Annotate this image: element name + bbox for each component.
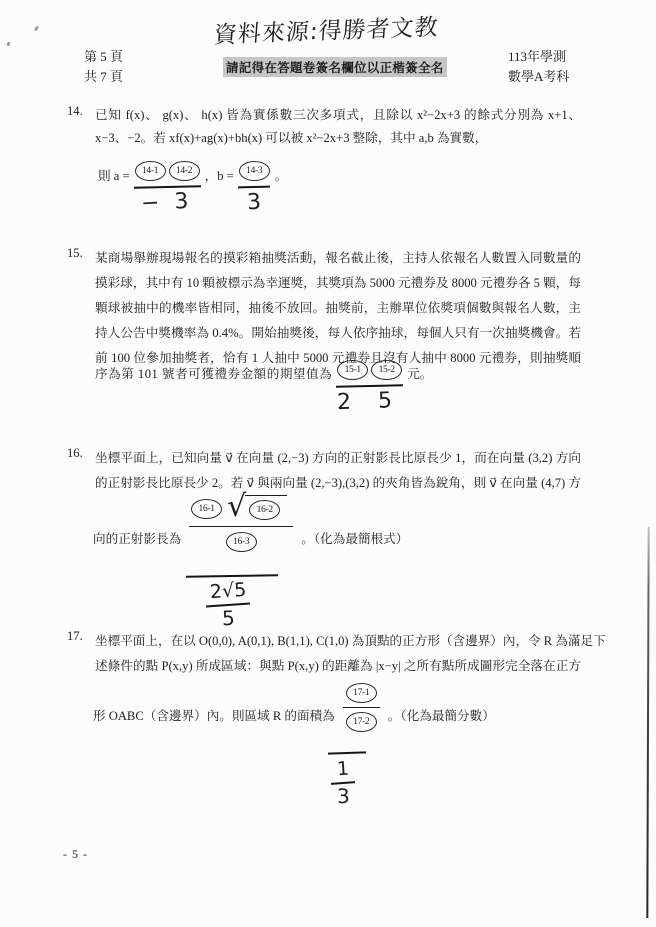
handwritten-denominator: 5 (221, 605, 235, 631)
answer-prefix: 向的正射影長為 (93, 532, 182, 546)
answer-suffix: 元。 (407, 367, 433, 381)
page-number-info (84, 47, 123, 87)
handwritten-numerator: 1 (336, 757, 350, 781)
radicand (245, 495, 287, 520)
question-15-body (95, 246, 581, 371)
page-number-line: 第 5 頁 (84, 49, 124, 64)
answer-blank-circle: 17-1 (346, 683, 377, 703)
question-16-number: 16. (67, 446, 83, 460)
question-15-number: 15. (67, 246, 83, 260)
question-17 (67, 629, 606, 679)
answer-prefix: 形 OABC（含邊界）內。則區域 R 的面積為 (93, 709, 335, 723)
answer-blank-circle: 14-1 (135, 161, 166, 181)
answer-blank-circle: 16-2 (249, 500, 280, 520)
handwritten-answer: 3 (246, 189, 262, 216)
answer-blank-circle: 14-3 (239, 161, 270, 181)
fraction-blank (343, 683, 380, 732)
question-16 (67, 446, 581, 496)
answer-blank-circles (337, 360, 402, 380)
question-text-line: x−3、−2。若 xf(x)+ag(x)+bh(x) 可以被 x²−2x+3 整除，其中 a,b 為實數， (95, 131, 488, 145)
fraction-blank (189, 488, 293, 552)
answer-blank-circle: 16-1 (191, 499, 222, 519)
scan-artifact-speck (34, 26, 39, 32)
signature-reminder: 請記得在答題卷簽名欄位以正楷簽全名 (223, 57, 447, 77)
question-text-line: 已知 f(x)、 g(x)、 h(x) 皆為實係數三次多項式，且除以 x²−2x+3 的餘式分別為 x+1、 (95, 108, 581, 122)
fraction-numerator (343, 683, 380, 708)
question-text-line: 前 100 位參加抽獎者，恰有 1 人抽中 5000 元禮券且沒有人抽中 8000 元禮券，則抽獎順 (95, 351, 581, 365)
question-14-answer-row (98, 161, 288, 217)
question-text-line: 持人公告中獎機率為 0.4%。開始抽獎後，每人依序抽球，每個人只有一次抽獎機會。若 (95, 326, 581, 340)
handwritten-answer-fraction (206, 578, 250, 631)
answer-blank-a (135, 161, 200, 217)
answer-underline (238, 186, 270, 189)
exam-info (508, 47, 569, 87)
answer-blank-circles (135, 161, 200, 181)
answer-prefix: 則 a = (98, 169, 130, 183)
question-text-line: 的正射影長比原長少 2。若 v⃗ 與兩向量 (2,−3),(3,2) 的夾角皆為銳角，則 v⃗ 在向量 (4,7) 方 (95, 476, 581, 490)
question-16-body (95, 446, 581, 496)
scan-artifact-speck (6, 42, 10, 47)
handwritten-numerator: 2√5 (209, 578, 247, 604)
handwritten-denominator: 3 (336, 783, 350, 809)
answer-suffix: 。（化為最簡根式） (301, 532, 409, 546)
question-15-answer-row (95, 360, 433, 416)
question-14-number: 14. (67, 104, 83, 118)
question-text-line: 摸彩球，其中有 10 顆被標示為幸運獎，其獎項為 5000 元禮券及 8000 元禮券各 5 顆，每 (95, 276, 581, 290)
answer-suffix: 。（化為最簡分數） (387, 709, 495, 723)
question-text-line: 坐標平面上，在以 O(0,0), A(0,1), B(1,1), C(1,0) 為頂點的正方形（含邊界）內，令 R 為滿足下 (95, 634, 606, 648)
answer-blank-circle: 15-2 (371, 360, 402, 380)
handwritten-answer: − 3 (140, 188, 194, 217)
handwritten-underline (186, 574, 278, 578)
answer-blank-b (239, 161, 270, 214)
question-16-answer-row (93, 488, 409, 552)
question-text-line: 顆球被抽中的機率皆相同，抽後不放回。抽獎前，主辦單位依獎項個數與報名人數，主 (95, 301, 581, 315)
question-15 (67, 246, 581, 371)
exam-subject-label: 數學A考科 (508, 69, 570, 84)
page-total-line: 共 7 頁 (84, 69, 124, 84)
question-17-number: 17. (67, 629, 83, 643)
radical-sign-icon: √ (227, 488, 247, 524)
handwritten-answer: 2 5 (336, 388, 403, 416)
answer-suffix: 。 (274, 169, 288, 183)
question-text-line: 坐標平面上，已知向量 v⃗ 在向量 (2,−3) 方向的正射影長比原長少 1，而在向量 (3,2) 方向 (95, 451, 581, 465)
fraction-numerator (189, 488, 293, 527)
question-14 (67, 104, 581, 150)
question-text-line: 述條件的點 P(x,y) 所成區域：與點 P(x,y) 的距離為 |x−y| 之所有點所成圖形完全落在正方 (95, 659, 581, 673)
question-17-answer-row (93, 683, 495, 732)
scan-artifact-line (646, 527, 649, 918)
answer-blank-circles (239, 161, 270, 181)
page-footer-number: - 5 - (63, 847, 88, 861)
answer-blank-circle: 17-2 (346, 712, 377, 732)
question-17-body (95, 629, 606, 679)
answer-prefix: 序為第 101 號者可獲禮券金額的期望值為 (95, 367, 333, 381)
answer-blank (336, 360, 403, 416)
answer-mid-text: ，b = (204, 169, 234, 183)
handwritten-underline (328, 751, 366, 755)
answer-blank-circle: 15-1 (337, 360, 368, 380)
handwritten-source-note: 資料來源:得勝者文教 (212, 14, 440, 49)
handwritten-answer-fraction (331, 757, 355, 809)
question-text-line: 某商場舉辦現場報名的摸彩箱抽獎活動，報名截止後，主持人依報名人數置入同數量的 (95, 251, 581, 265)
answer-blank-circle: 16-3 (226, 532, 257, 552)
answer-blank-circle: 14-2 (169, 161, 200, 181)
question-14-body (95, 104, 581, 150)
exam-year-label: 113年學測 (508, 49, 567, 64)
